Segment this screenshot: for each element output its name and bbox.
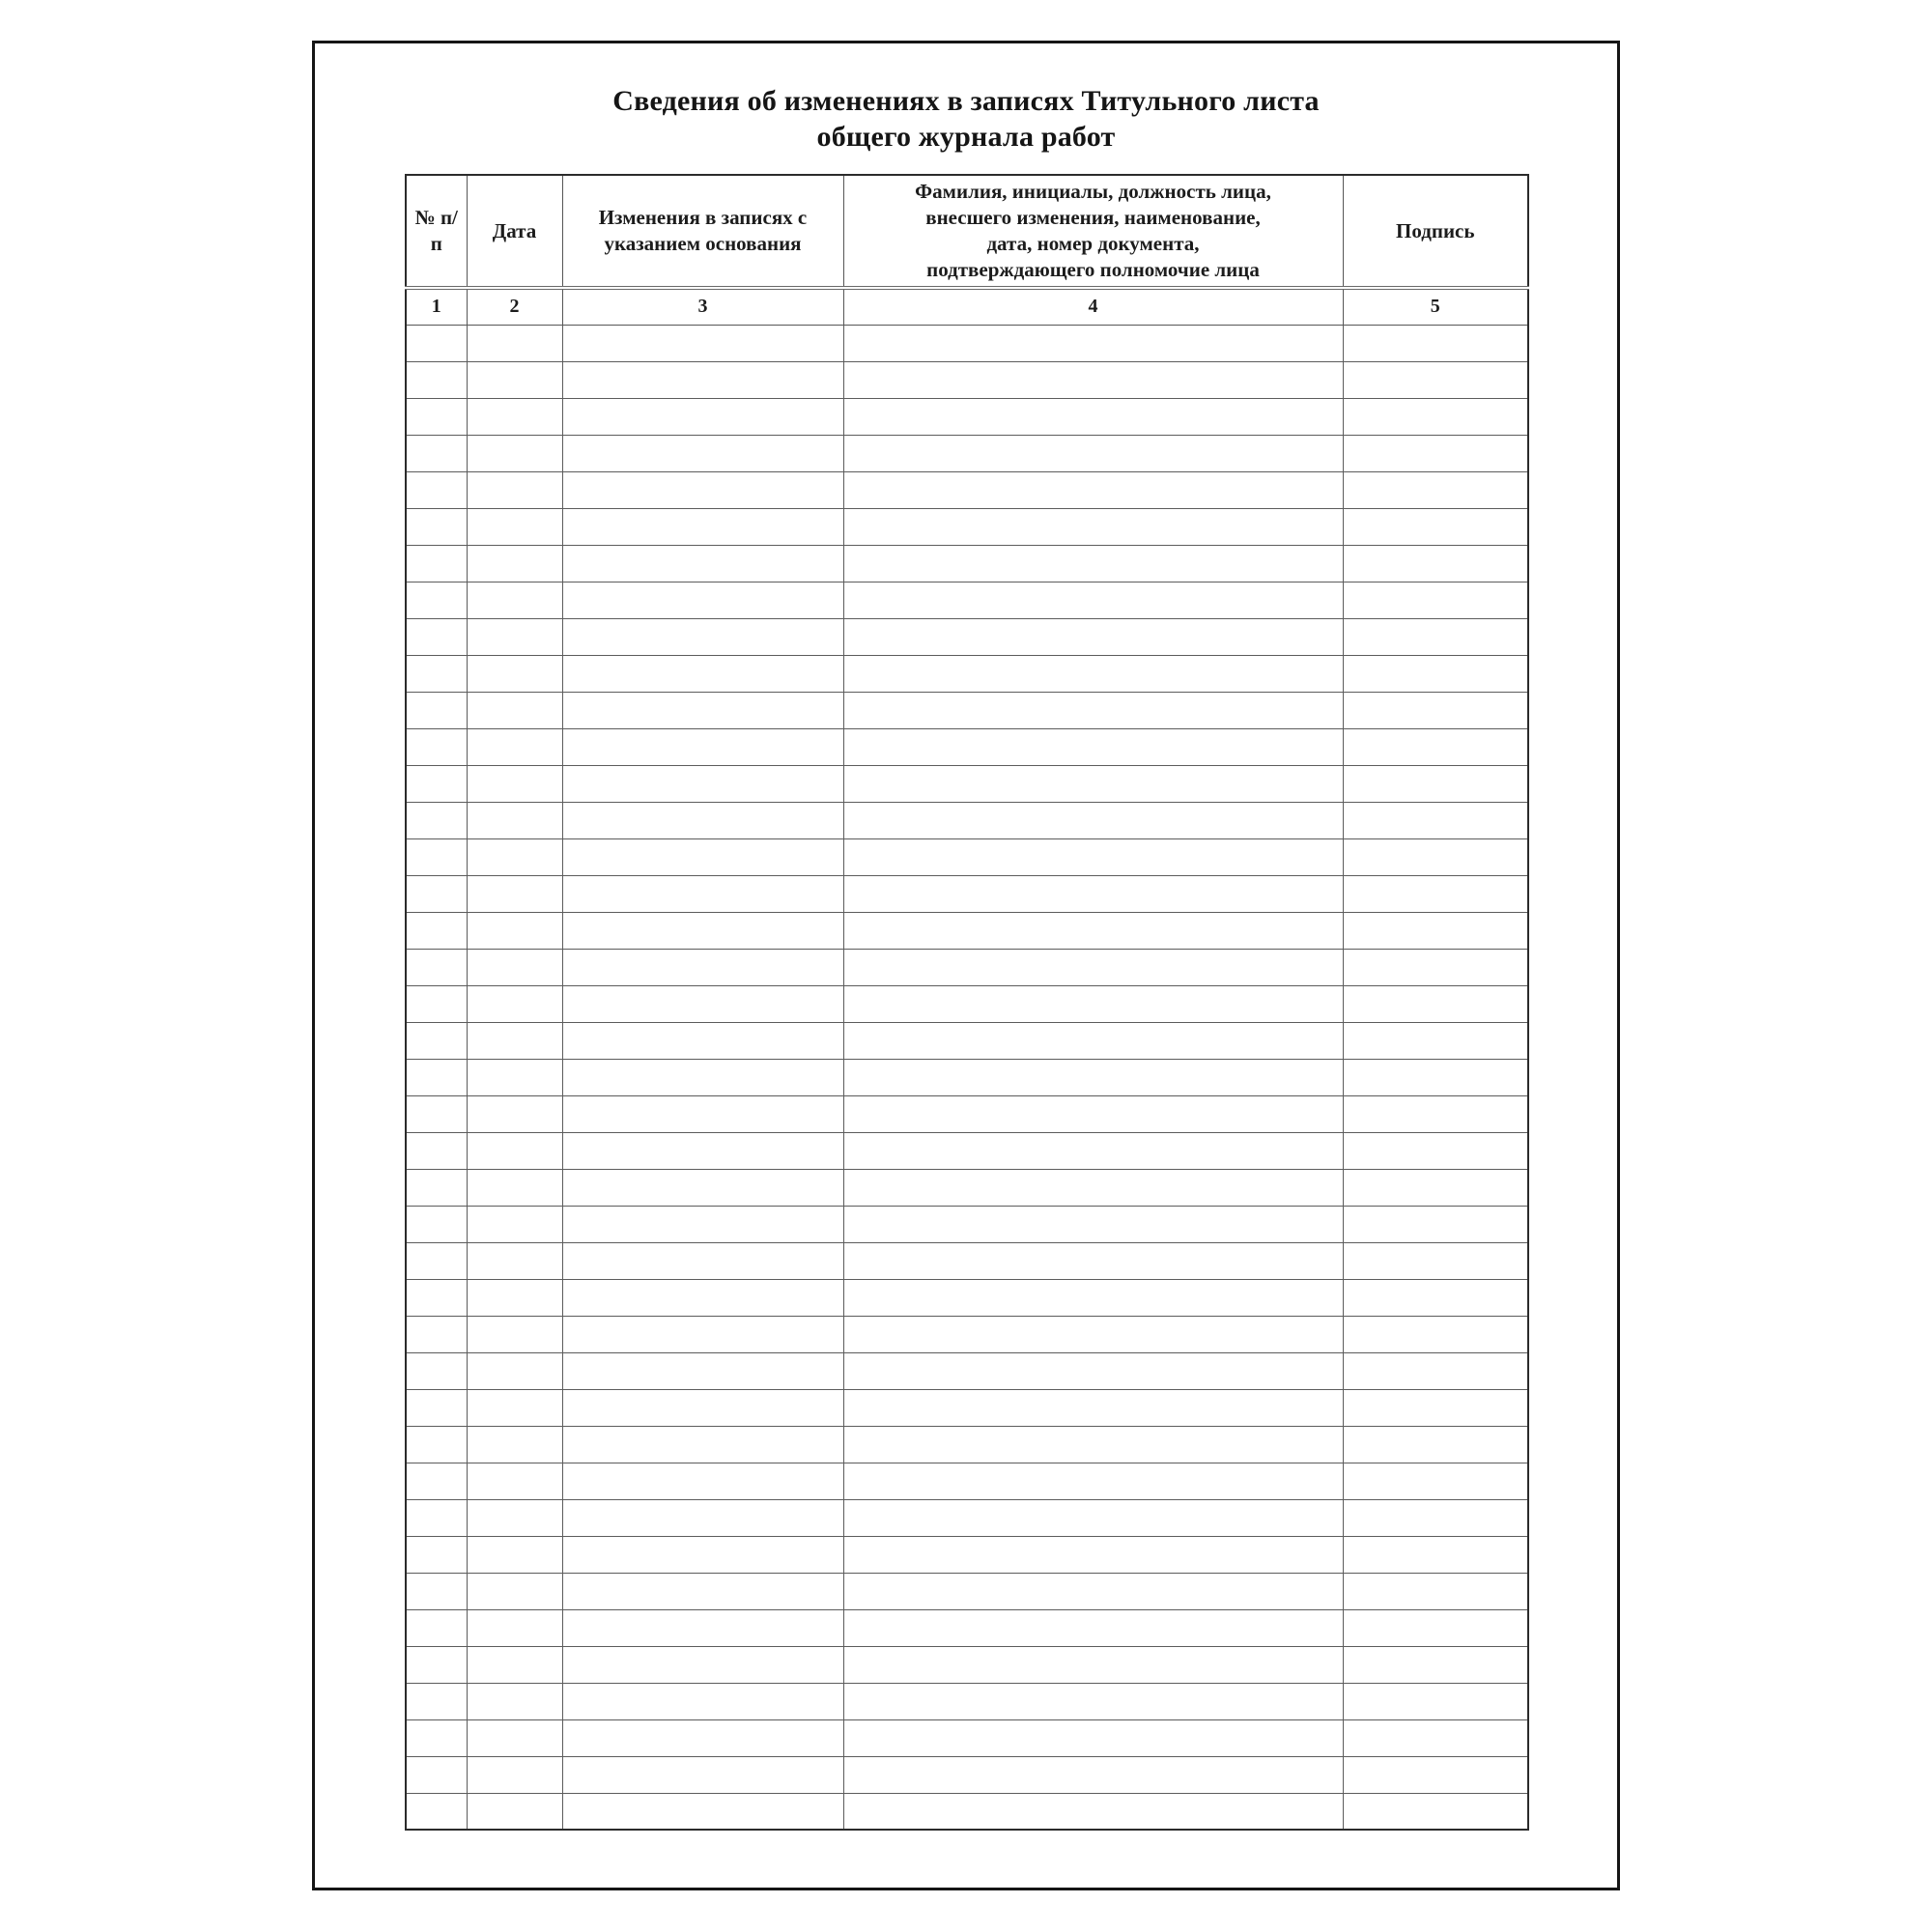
empty-cell xyxy=(467,1352,562,1389)
col-index-4: 4 xyxy=(843,288,1343,325)
table-row xyxy=(406,545,1528,582)
empty-cell xyxy=(406,692,467,728)
empty-cell xyxy=(406,361,467,398)
table-body xyxy=(406,325,1528,1830)
empty-cell xyxy=(1343,1279,1528,1316)
empty-cell xyxy=(406,1022,467,1059)
table-row xyxy=(406,325,1528,361)
empty-cell xyxy=(843,1609,1343,1646)
empty-cell xyxy=(467,912,562,949)
empty-cell xyxy=(1343,1132,1528,1169)
empty-cell xyxy=(843,582,1343,618)
empty-cell xyxy=(562,655,843,692)
empty-cell xyxy=(406,1573,467,1609)
table-row xyxy=(406,1242,1528,1279)
empty-cell xyxy=(406,1756,467,1793)
empty-cell xyxy=(467,471,562,508)
empty-cell xyxy=(562,1609,843,1646)
table-row xyxy=(406,471,1528,508)
empty-cell xyxy=(843,1683,1343,1719)
empty-cell xyxy=(1343,582,1528,618)
table-row xyxy=(406,875,1528,912)
empty-cell xyxy=(467,838,562,875)
table-row xyxy=(406,692,1528,728)
table-row xyxy=(406,361,1528,398)
empty-cell xyxy=(1343,1389,1528,1426)
empty-cell xyxy=(406,1463,467,1499)
empty-cell xyxy=(467,1095,562,1132)
empty-cell xyxy=(406,435,467,471)
empty-cell xyxy=(843,765,1343,802)
empty-cell xyxy=(843,618,1343,655)
table-row xyxy=(406,1352,1528,1389)
table-row xyxy=(406,838,1528,875)
empty-cell xyxy=(1343,325,1528,361)
empty-cell xyxy=(406,1279,467,1316)
empty-cell xyxy=(406,1206,467,1242)
empty-cell xyxy=(843,545,1343,582)
table-row xyxy=(406,1132,1528,1169)
empty-cell xyxy=(562,361,843,398)
empty-cell xyxy=(1343,1793,1528,1830)
empty-cell xyxy=(406,1132,467,1169)
empty-cell xyxy=(1343,1536,1528,1573)
empty-cell xyxy=(843,1573,1343,1609)
empty-cell xyxy=(467,1206,562,1242)
empty-cell xyxy=(562,582,843,618)
empty-cell xyxy=(562,1279,843,1316)
empty-cell xyxy=(1343,728,1528,765)
empty-cell xyxy=(467,582,562,618)
empty-cell xyxy=(467,728,562,765)
empty-cell xyxy=(843,802,1343,838)
empty-cell xyxy=(467,1793,562,1830)
empty-cell xyxy=(562,1206,843,1242)
empty-cell xyxy=(467,1389,562,1426)
empty-cell xyxy=(562,875,843,912)
empty-cell xyxy=(467,949,562,985)
empty-cell xyxy=(562,1095,843,1132)
empty-cell xyxy=(406,838,467,875)
empty-cell xyxy=(562,435,843,471)
empty-cell xyxy=(467,1499,562,1536)
col-header-person-label: Фамилия, инициалы, должность лица, внесшего изменения, наименование, дата, номер документа, подтверждающего полномочие лица xyxy=(915,180,1271,281)
empty-cell xyxy=(562,838,843,875)
table-row xyxy=(406,1059,1528,1095)
table-row xyxy=(406,1169,1528,1206)
empty-cell xyxy=(467,985,562,1022)
empty-cell xyxy=(467,1463,562,1499)
empty-cell xyxy=(406,1059,467,1095)
empty-cell xyxy=(562,1316,843,1352)
empty-cell xyxy=(1343,985,1528,1022)
empty-cell xyxy=(1343,655,1528,692)
empty-cell xyxy=(1343,1206,1528,1242)
empty-cell xyxy=(843,1389,1343,1426)
empty-cell xyxy=(406,508,467,545)
changes-table xyxy=(405,174,1529,1831)
table-row xyxy=(406,398,1528,435)
table-row xyxy=(406,1683,1528,1719)
empty-cell xyxy=(843,471,1343,508)
empty-cell xyxy=(843,1022,1343,1059)
col-header-person xyxy=(843,175,1343,288)
table-row xyxy=(406,1793,1528,1830)
empty-cell xyxy=(562,508,843,545)
empty-cell xyxy=(562,1132,843,1169)
table-row xyxy=(406,1426,1528,1463)
empty-cell xyxy=(467,1022,562,1059)
empty-cell xyxy=(467,1169,562,1206)
empty-cell xyxy=(843,1793,1343,1830)
empty-cell xyxy=(1343,1463,1528,1499)
col-index-5: 5 xyxy=(1343,288,1528,325)
empty-cell xyxy=(562,1389,843,1426)
empty-cell xyxy=(562,802,843,838)
empty-cell xyxy=(562,1463,843,1499)
empty-cell xyxy=(467,1536,562,1573)
empty-cell xyxy=(1343,1609,1528,1646)
empty-cell xyxy=(843,508,1343,545)
empty-cell xyxy=(1343,618,1528,655)
empty-cell xyxy=(467,692,562,728)
empty-cell xyxy=(467,655,562,692)
empty-cell xyxy=(843,1242,1343,1279)
empty-cell xyxy=(562,545,843,582)
empty-cell xyxy=(406,582,467,618)
empty-cell xyxy=(1343,1719,1528,1756)
table-row xyxy=(406,765,1528,802)
col-index-3: 3 xyxy=(562,288,843,325)
empty-cell xyxy=(406,912,467,949)
empty-cell xyxy=(467,765,562,802)
empty-cell xyxy=(1343,692,1528,728)
empty-cell xyxy=(467,1279,562,1316)
table-row xyxy=(406,985,1528,1022)
empty-cell xyxy=(467,1573,562,1609)
table-row xyxy=(406,435,1528,471)
empty-cell xyxy=(562,692,843,728)
col-header-changes-label: Изменения в записях с указанием основания xyxy=(598,206,808,255)
table-row xyxy=(406,1463,1528,1499)
empty-cell xyxy=(406,1242,467,1279)
empty-cell xyxy=(467,1719,562,1756)
empty-cell xyxy=(1343,1022,1528,1059)
empty-cell xyxy=(1343,949,1528,985)
empty-cell xyxy=(467,618,562,655)
empty-cell xyxy=(406,618,467,655)
empty-cell xyxy=(562,912,843,949)
empty-cell xyxy=(843,1095,1343,1132)
table-row xyxy=(406,1316,1528,1352)
empty-cell xyxy=(562,1756,843,1793)
empty-cell xyxy=(406,728,467,765)
empty-cell xyxy=(467,435,562,471)
empty-cell xyxy=(1343,508,1528,545)
empty-cell xyxy=(406,1683,467,1719)
empty-cell xyxy=(406,802,467,838)
empty-cell xyxy=(406,1389,467,1426)
table-row xyxy=(406,655,1528,692)
col-header-signature xyxy=(1343,175,1528,288)
empty-cell xyxy=(562,1242,843,1279)
empty-cell xyxy=(1343,1573,1528,1609)
empty-cell xyxy=(562,1499,843,1536)
empty-cell xyxy=(843,435,1343,471)
empty-cell xyxy=(1343,912,1528,949)
empty-cell xyxy=(562,1352,843,1389)
col-header-signature-label: Подпись xyxy=(1396,219,1475,243)
empty-cell xyxy=(1343,398,1528,435)
empty-cell xyxy=(1343,802,1528,838)
empty-cell xyxy=(562,1683,843,1719)
empty-cell xyxy=(406,545,467,582)
empty-cell xyxy=(843,949,1343,985)
empty-cell xyxy=(467,1609,562,1646)
empty-cell xyxy=(843,1279,1343,1316)
empty-cell xyxy=(406,325,467,361)
empty-cell xyxy=(843,1536,1343,1573)
empty-cell xyxy=(1343,1316,1528,1352)
table-row xyxy=(406,1389,1528,1426)
empty-cell xyxy=(406,471,467,508)
empty-cell xyxy=(562,325,843,361)
empty-cell xyxy=(1343,545,1528,582)
empty-cell xyxy=(1343,1242,1528,1279)
empty-cell xyxy=(1343,838,1528,875)
header-label-row xyxy=(406,175,1528,288)
table-header xyxy=(406,175,1528,325)
document-page xyxy=(312,41,1620,1890)
table-row xyxy=(406,1095,1528,1132)
empty-cell xyxy=(843,1463,1343,1499)
empty-cell xyxy=(843,655,1343,692)
table-row xyxy=(406,1206,1528,1242)
empty-cell xyxy=(843,1499,1343,1536)
col-header-num xyxy=(406,175,467,288)
empty-cell xyxy=(1343,361,1528,398)
empty-cell xyxy=(562,471,843,508)
empty-cell xyxy=(406,1536,467,1573)
empty-cell xyxy=(1343,1352,1528,1389)
empty-cell xyxy=(843,1646,1343,1683)
empty-cell xyxy=(467,325,562,361)
empty-cell xyxy=(467,398,562,435)
table-row xyxy=(406,508,1528,545)
empty-cell xyxy=(843,325,1343,361)
empty-cell xyxy=(406,875,467,912)
empty-cell xyxy=(843,1316,1343,1352)
empty-cell xyxy=(406,655,467,692)
empty-cell xyxy=(843,692,1343,728)
table-row xyxy=(406,1719,1528,1756)
empty-cell xyxy=(467,1646,562,1683)
table-row xyxy=(406,802,1528,838)
header-index-row xyxy=(406,288,1528,325)
empty-cell xyxy=(562,728,843,765)
empty-cell xyxy=(562,985,843,1022)
col-index-2: 2 xyxy=(467,288,562,325)
empty-cell xyxy=(1343,1059,1528,1095)
empty-cell xyxy=(467,361,562,398)
table-row xyxy=(406,582,1528,618)
empty-cell xyxy=(562,1169,843,1206)
empty-cell xyxy=(843,1169,1343,1206)
empty-cell xyxy=(562,1059,843,1095)
empty-cell xyxy=(406,1169,467,1206)
empty-cell xyxy=(406,398,467,435)
empty-cell xyxy=(467,1132,562,1169)
col-header-date xyxy=(467,175,562,288)
empty-cell xyxy=(1343,875,1528,912)
empty-cell xyxy=(467,875,562,912)
empty-cell xyxy=(843,875,1343,912)
table-row xyxy=(406,1646,1528,1683)
empty-cell xyxy=(562,949,843,985)
empty-cell xyxy=(467,1316,562,1352)
empty-cell xyxy=(843,1132,1343,1169)
empty-cell xyxy=(562,765,843,802)
page-title: Сведения об изменениях в записях Титульного листа общего журнала работ xyxy=(612,85,1320,153)
empty-cell xyxy=(1343,1646,1528,1683)
col-header-num-label: № п/п xyxy=(414,206,458,255)
table-row xyxy=(406,1573,1528,1609)
empty-cell xyxy=(1343,471,1528,508)
empty-cell xyxy=(562,1022,843,1059)
table-row xyxy=(406,1499,1528,1536)
empty-cell xyxy=(406,765,467,802)
col-header-date-label: Дата xyxy=(492,219,537,243)
empty-cell xyxy=(562,1793,843,1830)
empty-cell xyxy=(1343,765,1528,802)
empty-cell xyxy=(843,398,1343,435)
empty-cell xyxy=(406,1095,467,1132)
col-index-1: 1 xyxy=(406,288,467,325)
empty-cell xyxy=(406,1793,467,1830)
empty-cell xyxy=(406,1499,467,1536)
empty-cell xyxy=(843,1352,1343,1389)
empty-cell xyxy=(843,1756,1343,1793)
table-row xyxy=(406,728,1528,765)
empty-cell xyxy=(467,545,562,582)
empty-cell xyxy=(1343,1499,1528,1536)
empty-cell xyxy=(1343,435,1528,471)
empty-cell xyxy=(562,1646,843,1683)
empty-cell xyxy=(1343,1426,1528,1463)
empty-cell xyxy=(467,1756,562,1793)
empty-cell xyxy=(406,1719,467,1756)
empty-cell xyxy=(562,1536,843,1573)
empty-cell xyxy=(562,398,843,435)
table-row xyxy=(406,1756,1528,1793)
empty-cell xyxy=(843,1426,1343,1463)
empty-cell xyxy=(406,1316,467,1352)
empty-cell xyxy=(843,985,1343,1022)
empty-cell xyxy=(406,1352,467,1389)
table-row xyxy=(406,1279,1528,1316)
table-row xyxy=(406,1609,1528,1646)
table-row xyxy=(406,1536,1528,1573)
table-row xyxy=(406,949,1528,985)
empty-cell xyxy=(406,1646,467,1683)
empty-cell xyxy=(1343,1756,1528,1793)
empty-cell xyxy=(467,1683,562,1719)
col-header-changes xyxy=(562,175,843,288)
empty-cell xyxy=(843,1059,1343,1095)
empty-cell xyxy=(406,949,467,985)
empty-cell xyxy=(843,361,1343,398)
empty-cell xyxy=(406,1609,467,1646)
empty-cell xyxy=(562,1573,843,1609)
empty-cell xyxy=(562,618,843,655)
empty-cell xyxy=(467,802,562,838)
empty-cell xyxy=(562,1719,843,1756)
empty-cell xyxy=(467,508,562,545)
table-row xyxy=(406,618,1528,655)
table-row xyxy=(406,1022,1528,1059)
empty-cell xyxy=(1343,1683,1528,1719)
empty-cell xyxy=(406,985,467,1022)
empty-cell xyxy=(406,1426,467,1463)
empty-cell xyxy=(843,1206,1343,1242)
table-row xyxy=(406,912,1528,949)
empty-cell xyxy=(467,1426,562,1463)
empty-cell xyxy=(562,1426,843,1463)
empty-cell xyxy=(1343,1095,1528,1132)
empty-cell xyxy=(843,728,1343,765)
empty-cell xyxy=(1343,1169,1528,1206)
empty-cell xyxy=(843,1719,1343,1756)
empty-cell xyxy=(843,838,1343,875)
empty-cell xyxy=(467,1059,562,1095)
empty-cell xyxy=(843,912,1343,949)
empty-cell xyxy=(467,1242,562,1279)
